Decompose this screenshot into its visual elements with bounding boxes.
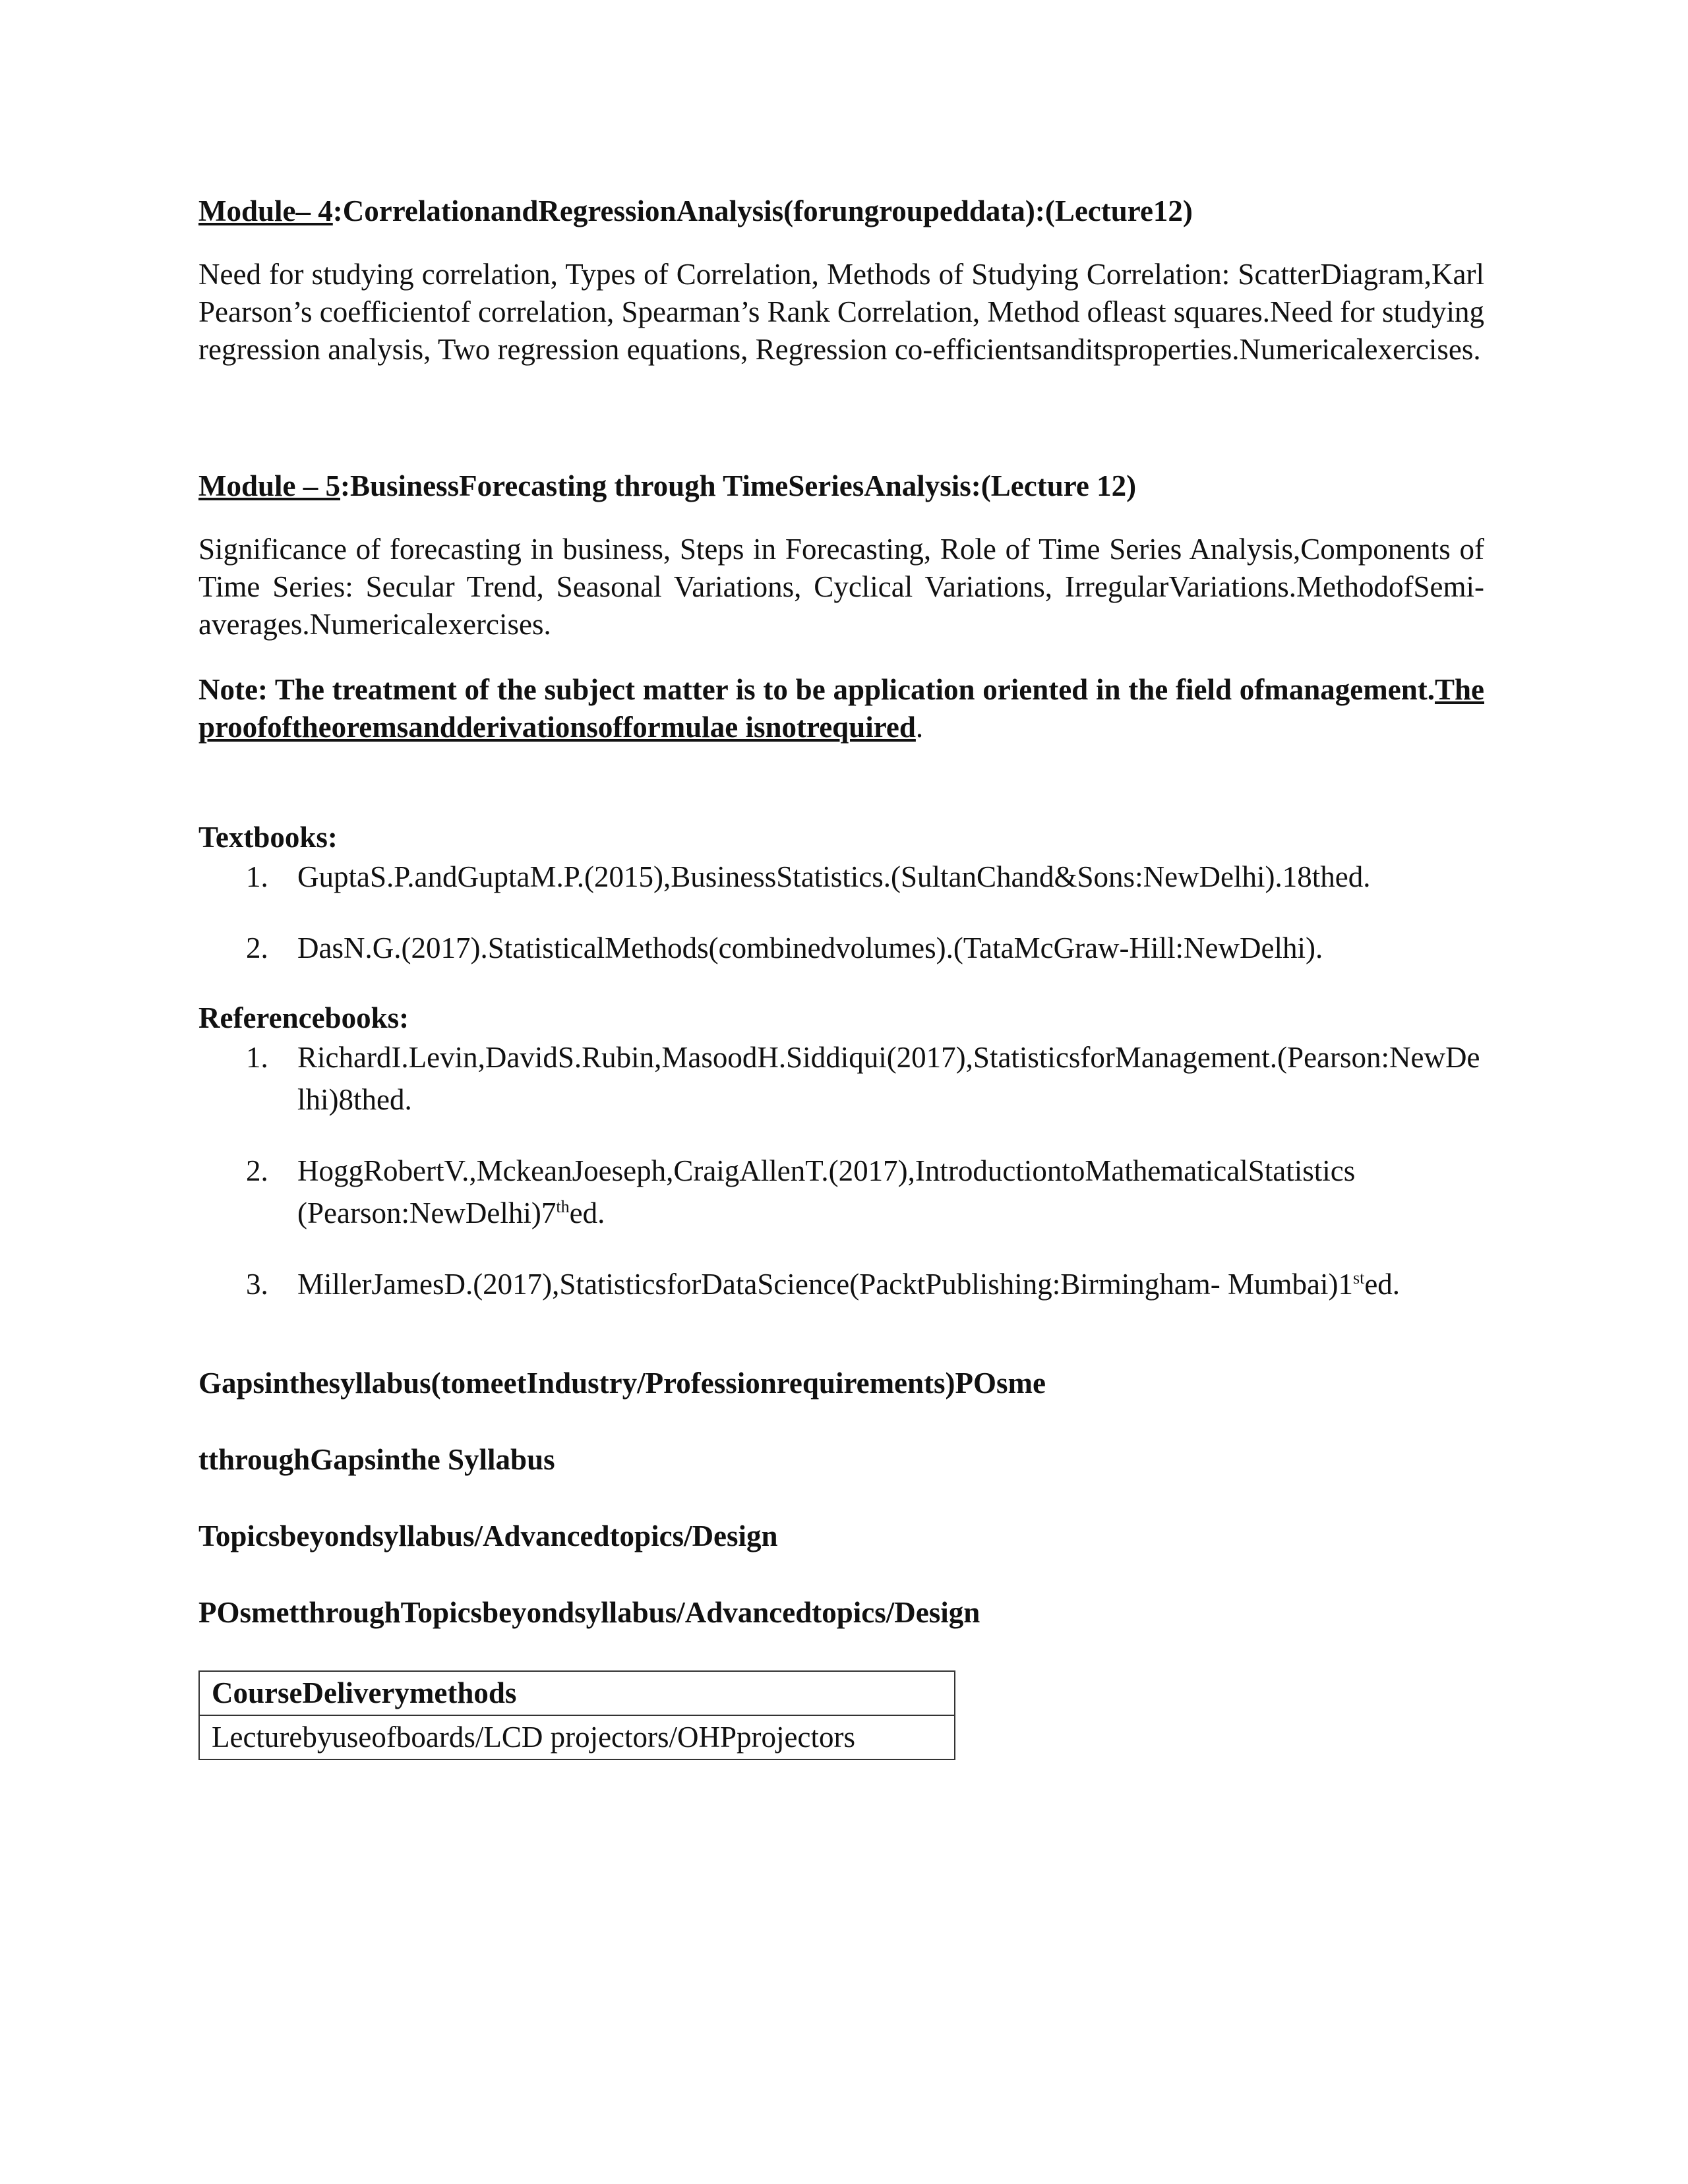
module-5-label: Module – 5 [198, 469, 341, 502]
module-4-body: Need for studying correlation, Types of Correlation, Methods of Studying Correlation: ScatterDiagram,Karl Pearson’s coefficientof correlation, Spearman’s Rank Correlation, Method ofleast squares.Need for studying regression analysis, Two regression equations, Regression co-efficientsanditsproperties.Numericalexercises. [198, 258, 1484, 366]
textbook-item: 1. GuptaS.P.andGuptaM.P.(2015),BusinessStatistics.(SultanChand&Sons:NewDelhi).18thed. [246, 860, 1371, 893]
course-delivery-header: CourseDeliverymethods [199, 1671, 955, 1715]
module-5-heading [198, 466, 1484, 506]
note-text: : The treatment of the subject matter is to be application oriented in the field ofmanagement. [257, 673, 1435, 706]
table-row [199, 1715, 955, 1759]
table-row [199, 1671, 955, 1715]
reference-item: 3. MillerJamesD.(2017),StatisticsforDataScience(PacktPublishing:Birmingham- Mumbai)1sted. [246, 1268, 1401, 1301]
gaps-line-1: Gapsinthesyllabus(tomeetIndustry/Professionrequirements)POsme [198, 1367, 1046, 1400]
course-delivery-cell: Lecturebyuseofboards/LCD projectors/OHPprojectors [199, 1715, 955, 1759]
syllabus-page [198, 191, 1484, 1760]
module-4-title: :CorrelationandRegressionAnalysis(forungroupeddata):(Lecture12) [332, 194, 1193, 227]
textbooks-heading: Textbooks: [198, 821, 338, 854]
textbook-item: 2. DasN.G.(2017).StatisticalMethods(combinedvolumes).(TataMcGraw-Hill:NewDelhi). [246, 931, 1323, 964]
note-underlined-text: The proofoftheoremsandderivationsofformulae isnotrequired [198, 673, 1484, 744]
module-4-label: Module– 4 [198, 194, 333, 227]
reference-books-list [198, 1036, 1484, 1305]
module-5-body: Significance of forecasting in business, Steps in Forecasting, Role of Time Series Analysis,Components of Time Series: Secular Trend, Seasonal Variations, Cyclical Variations, IrregularVariations.MethodofSemi-averages.Numericalexercises. [198, 533, 1484, 641]
module-5-title: :BusinessForecasting through TimeSeriesAnalysis:(Lecture 12) [340, 469, 1137, 502]
course-delivery-table [198, 1670, 955, 1760]
reference-books-heading: Referencebooks: [198, 1001, 409, 1034]
reference-item: 1. RichardI.Levin,DavidS.Rubin,MasoodH.Siddiqui(2017),StatisticsforManagement.(Pearson:NewDelhi)8thed. [246, 1041, 1480, 1116]
note-end: . [915, 711, 924, 744]
note-paragraph [198, 671, 1484, 746]
gaps-line-2: tthroughGapsinthe Syllabus [198, 1443, 555, 1476]
textbooks-list [198, 856, 1484, 969]
note-label: Note [198, 673, 258, 706]
module-4-heading [198, 191, 1484, 231]
reference-item: 2. HoggRobertV.,MckeanJoeseph,CraigAllenT.(2017),IntroductiontoMathematicalStatistics (Pearson:NewDelhi)7thed. [246, 1154, 1356, 1229]
gaps-line-3: Topicsbeyondsyllabus/Advancedtopics/Design [198, 1520, 778, 1552]
gaps-line-4: POsmetthroughTopicsbeyondsyllabus/Advancedtopics/Design [198, 1596, 980, 1629]
